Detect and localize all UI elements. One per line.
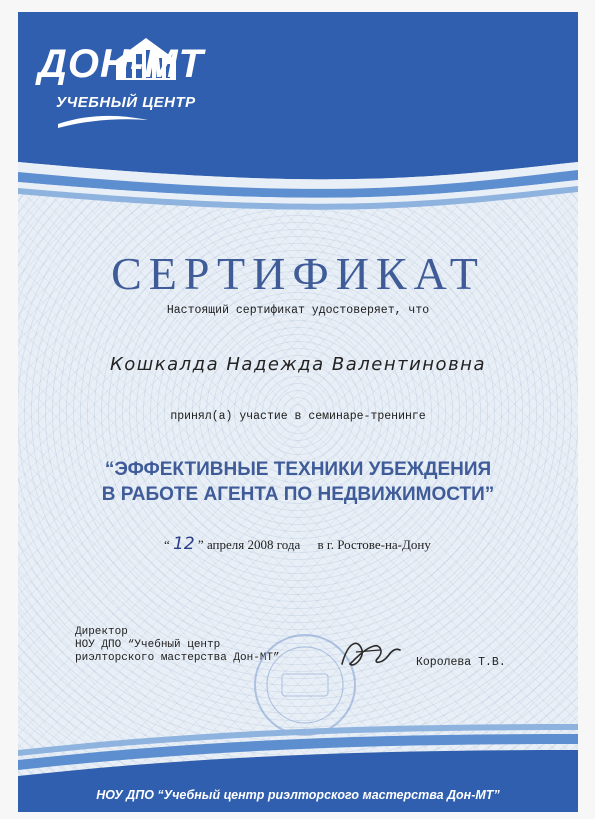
footer-org-name: НОУ ДПО “Учебный центр риэлторского мастерства Дон-МТ” [96,788,500,802]
recipient-name: Кошкалда Надежда Валентиновна [110,354,486,375]
logo-brand: ДОН-МТ [38,42,204,86]
logo-subtitle: УЧЕБНЫЙ ЦЕНТР [56,94,196,111]
director-name: Королева Т.В. [416,656,506,669]
director-block [75,626,280,665]
director-title: Директор [75,626,128,638]
date-open-quote: “ [164,537,170,552]
course-title-line1: “ЭФФЕКТИВНЫЕ ТЕХНИКИ УБЕЖДЕНИЯ [104,459,492,480]
logo-swoosh-icon [58,114,148,130]
date-month-year: апреля 2008 года [206,537,301,552]
date-day: 12 [173,534,195,554]
date-line [164,534,431,554]
date-place: в г. Ростове-на-Дону [317,537,431,552]
director-signature [336,634,406,674]
participation-text: принял(а) участие в семинаре-тренинге [170,410,426,423]
certificate-title: СЕРТИФИКАТ [111,248,485,299]
date-close-quote: ” [197,537,204,552]
certificate-sheet [18,12,578,812]
director-org-line1: НОУ ДПО “Учебный центр [75,639,221,651]
course-title-line2: В РАБОТЕ АГЕНТА ПО НЕДВИЖИМОСТИ” [101,484,495,505]
intro-text: Настоящий сертификат удостоверяет, что [166,304,430,317]
director-org-line2: риэлторского мастерства Дон-МТ” [75,652,280,664]
